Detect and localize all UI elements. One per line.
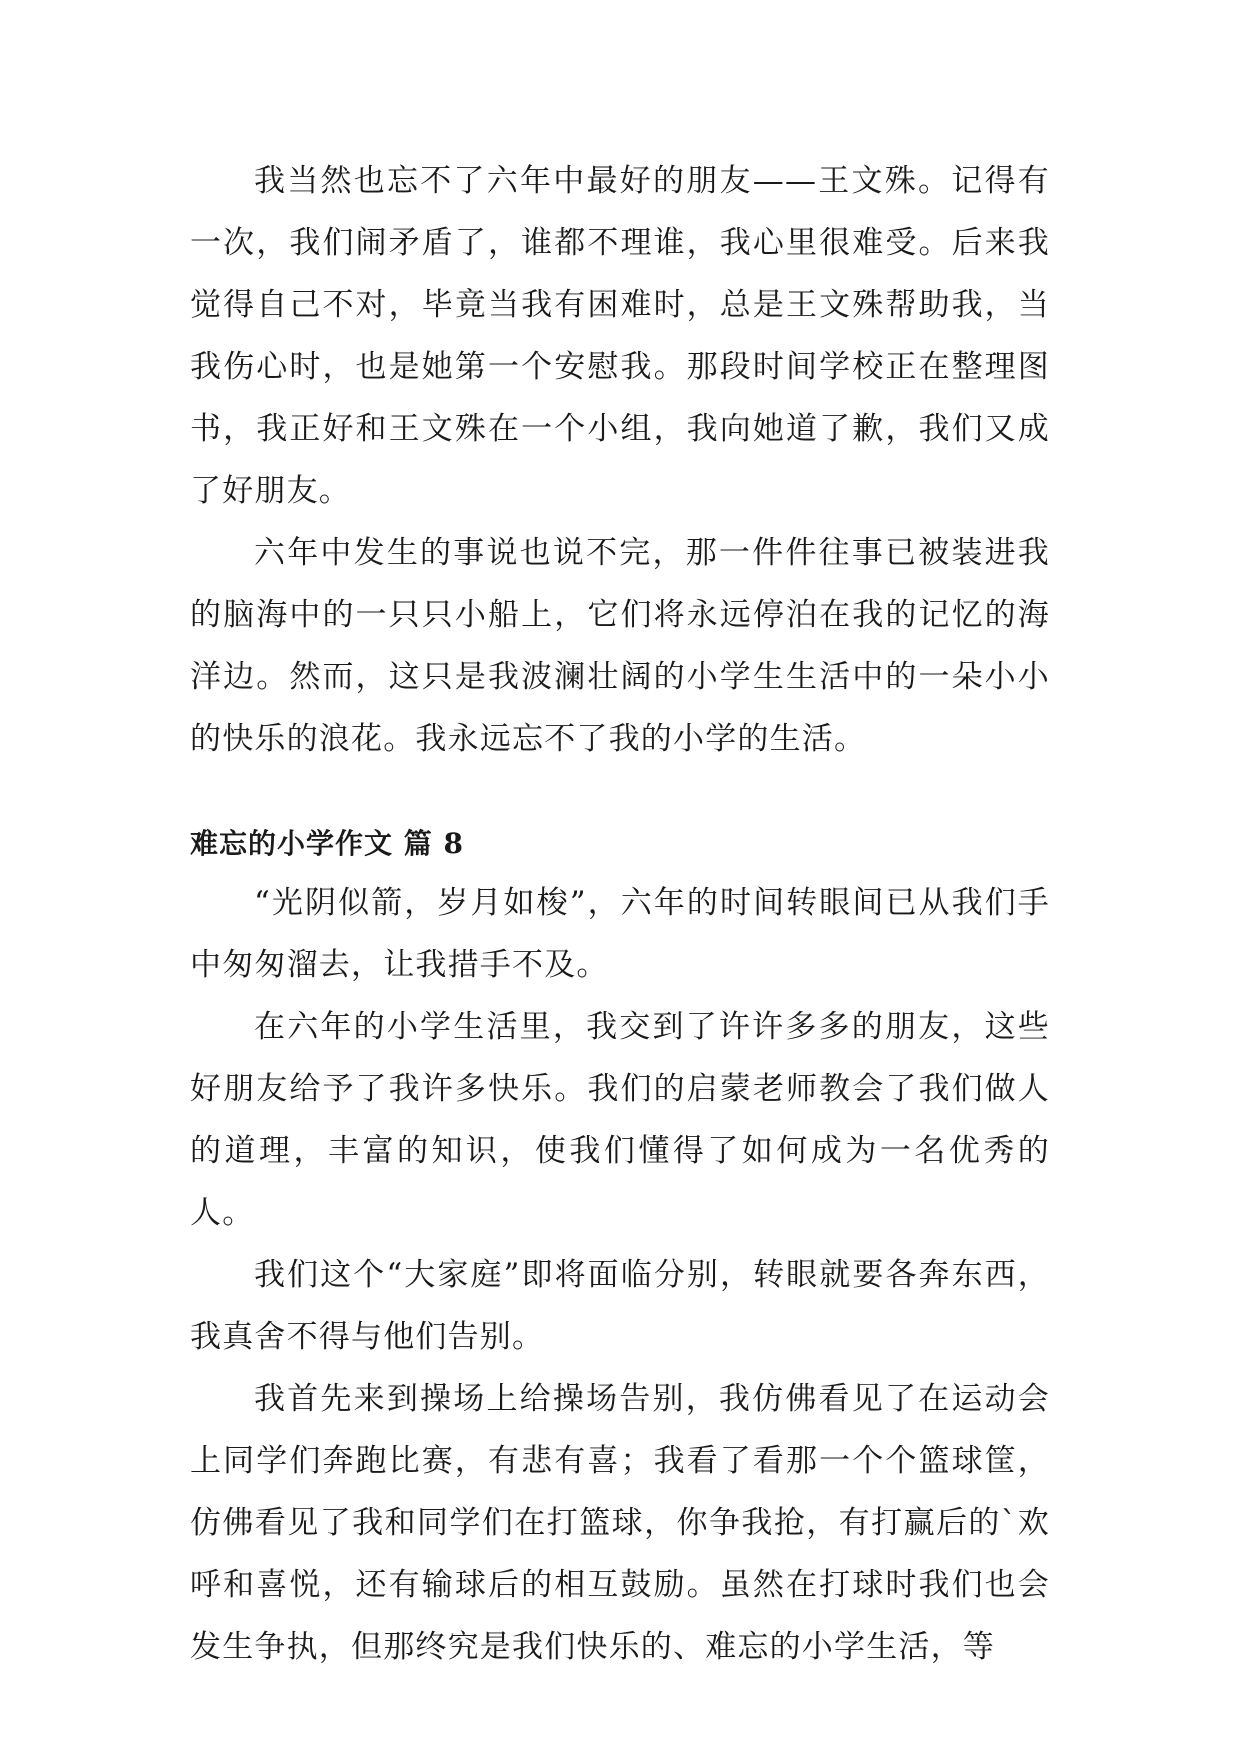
paragraph: 我当然也忘不了六年中最好的朋友——王文殊。记得有一次，我们闹矛盾了，谁都不理谁，我心里很难受。后来我觉得自己不对，毕竟当我有困难时，总是王文殊帮助我，当我伤心时，也是她第一个安慰我。那段时间学校正在整理图书，我正好和王文殊在一个小组，我向她道了歉，我们又成了好朋友。 [190, 163, 1050, 509]
section-heading: 难忘的小学作文 篇 8 [190, 827, 464, 860]
paragraph: 在六年的小学生活里，我交到了许许多多的朋友，这些好朋友给予了我许多快乐。我们的启蒙老师教会了我们做人的道理，丰富的知识，使我们懂得了如何成为一名优秀的人。 [190, 1009, 1050, 1231]
paragraph: “光阴似箭，岁月如梭”，六年的时间转眼间已从我们手中匆匆溜去，让我措手不及。 [190, 885, 1050, 983]
paragraph: 六年中发生的事说也说不完，那一件件往事已被装进我的脑海中的一只只小船上，它们将永远停泊在我的记忆的海洋边。然而，这只是我波澜壮阔的小学生生活中的一朵小小的快乐的浪花。我永远忘不了我的小学的生活。 [190, 535, 1050, 757]
paragraph: 我首先来到操场上给操场告别，我仿佛看见了在运动会上同学们奔跑比赛，有悲有喜；我看了看那一个个篮球筐，仿佛看见了我和同学们在打篮球，你争我抢，有打赢后的`欢呼和喜悦，还有输球后的相互鼓励。虽然在打球时我们也会发生争执，但那终究是我们快乐的、难忘的小学生活，等 [190, 1381, 1050, 1665]
paragraph: 我们这个“大家庭”即将面临分别，转眼就要各奔东西，我真舍不得与他们告别。 [190, 1257, 1050, 1355]
document-page [190, 150, 1050, 1678]
